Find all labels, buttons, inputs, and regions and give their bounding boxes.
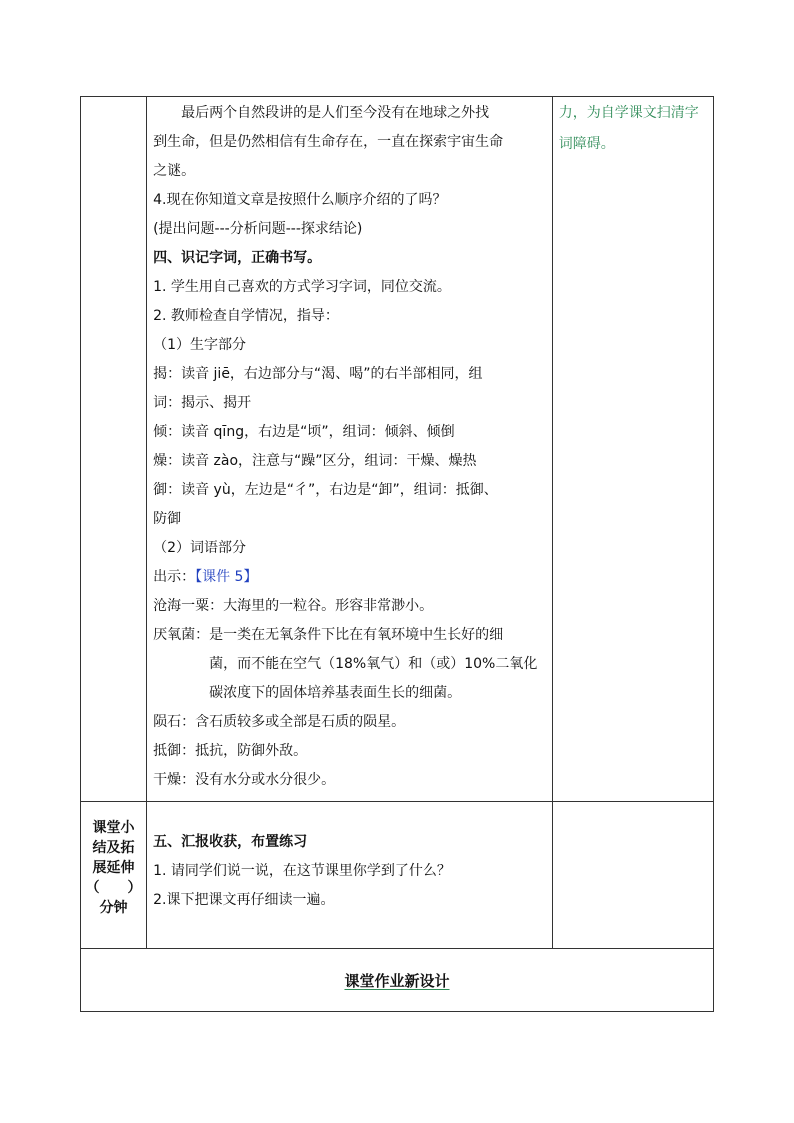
summary-intent-cell — [552, 802, 713, 949]
summary-label-line: （ ） — [85, 880, 142, 896]
character-line: 揭：读音 jiē，右边部分与“渴、喝”的右半部相同，组 — [153, 366, 483, 382]
summary-label-line: 课堂小 — [92, 820, 135, 836]
design-intent-line: 词障碍。 — [558, 136, 615, 152]
subheading-line: （2）词语部分 — [153, 540, 247, 556]
character-line: 防御 — [153, 511, 182, 527]
courseware-label: 【课件 5】 — [195, 569, 258, 585]
step-line: 1. 请同学们说一说，在这节课里你学到了什么？ — [153, 863, 451, 879]
order-line: (提出问题---分析问题---探求结论) — [153, 221, 363, 237]
paragraph-line: 到生命，但是仍然相信有生命存在，一直在探索宇宙生命 — [153, 134, 504, 150]
character-line: 词：揭示、揭开 — [153, 395, 252, 411]
question-line: 4.现在你知道文章是按照什么顺序介绍的了吗？ — [153, 192, 447, 208]
homework-title: 课堂作业新设计 — [344, 971, 450, 990]
section-heading: 五、汇报收获，布置练习 — [153, 834, 308, 850]
lesson-plan-table — [80, 96, 714, 1012]
show-label: 出示： — [153, 569, 196, 585]
process-content-cell — [147, 97, 553, 802]
vocab-line: 陨石：含石质较多或全部是石质的陨星。 — [153, 714, 406, 730]
summary-label-line: 展延伸 — [92, 860, 135, 876]
paragraph-line: 最后两个自然段讲的是人们至今没有在地球之外找 — [181, 105, 490, 121]
vocab-line: 沧海一粟：大海里的一粒谷。形容非常渺小。 — [153, 598, 434, 614]
summary-row — [81, 802, 714, 949]
homework-row — [81, 949, 714, 1012]
summary-label-line: 结及拓 — [92, 840, 135, 856]
vocab-line: 菌，而不能在空气（18%氧气）和（或）10%二氧化 — [209, 656, 538, 672]
summary-label-cell — [81, 802, 147, 949]
vocab-line: 抵御：抵抗，防御外敌。 — [153, 743, 308, 759]
design-intent-line: 力，为自学课文扫清字 — [558, 105, 699, 121]
design-intent-cell — [552, 97, 713, 802]
character-line: 倾：读音 qīng，右边是“顷”，组词：倾斜、倾倒 — [153, 424, 455, 440]
show-line — [153, 563, 552, 592]
vocab-line: 厌氧菌：是一类在无氧条件下比在有氧环境中生长好的细 — [153, 627, 504, 643]
character-line: 御：读音 yù，左边是“彳”，右边是“卸”，组词：抵御、 — [153, 482, 498, 498]
summary-label-line: 分钟 — [99, 900, 128, 916]
step-line: 1. 学生用自己喜欢的方式学习字词，同位交流。 — [153, 279, 451, 295]
character-line: 燥：读音 zào，注意与“躁”区分，组词：干燥、燥热 — [153, 453, 477, 469]
vocab-line: 干燥：没有水分或水分很少。 — [153, 772, 336, 788]
step-line: 2.课下把课文再仔细读一遍。 — [153, 892, 335, 908]
process-row — [81, 97, 714, 802]
homework-cell — [81, 949, 714, 1012]
process-label-cell — [81, 97, 147, 802]
vocab-line: 碳浓度下的固体培养基表面生长的细菌。 — [209, 685, 462, 701]
section-heading: 四、识记字词，正确书写。 — [153, 250, 322, 266]
paragraph-line: 之谜。 — [153, 163, 196, 179]
summary-content-cell — [147, 802, 553, 949]
step-line: 2. 教师检查自学情况，指导： — [153, 308, 339, 324]
subheading-line: （1）生字部分 — [153, 337, 247, 353]
